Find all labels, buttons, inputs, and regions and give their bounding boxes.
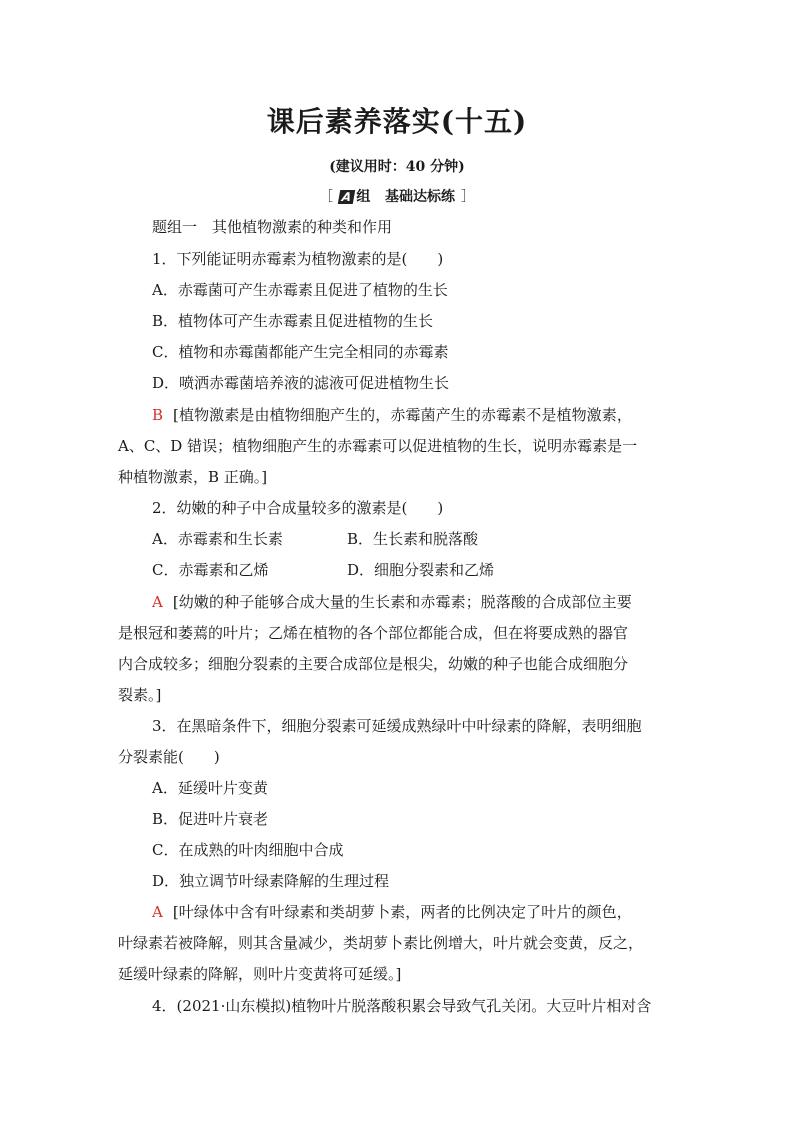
section-title: 题组一 其他植物激素的种类和作用 [152, 218, 393, 236]
group-bracket-close: ］ [460, 189, 475, 205]
q2-explanation-line1 [152, 592, 632, 612]
q1-explanation-line1 [152, 405, 632, 425]
group-bracket-open: ［ [319, 189, 334, 205]
q1-exp1: [植物激素是由植物细胞产生的，赤霉菌产生的赤霉素不是植物激素， [173, 406, 632, 424]
page-title: 课后素养落实(十五) [266, 105, 528, 138]
q2-option-d: D．细胞分裂素和乙烯 [347, 561, 495, 579]
q3-explanation-line1 [152, 902, 632, 922]
q3-option-d: D．独立调节叶绿素降解的生理过程 [152, 872, 390, 890]
q1-option-c: C．植物和赤霉菌都能产生完全相同的赤霉素 [152, 343, 449, 361]
group-letter-mark: A [338, 190, 356, 204]
q2-option-a: A．赤霉素和生长素 [152, 530, 283, 548]
q2-answer: A [152, 593, 163, 611]
q1-option-a: A．赤霉菌可产生赤霉素且促进了植物的生长 [152, 281, 448, 299]
q2-option-c: C．赤霉素和乙烯 [152, 561, 269, 579]
q3-stem-line2: 分裂素能( ) [118, 748, 220, 766]
group-label-a: 组 [356, 189, 371, 205]
q2-stem: 2．幼嫩的种子中合成量较多的激素是( ) [152, 499, 444, 517]
q2-explanation-line4: 裂素。] [118, 686, 162, 704]
q1-explanation-line2: A、C、D 错误；植物细胞产生的赤霉素可以促进植物的生长，说明赤霉素是一 [118, 437, 638, 455]
q2-options-row1 [152, 529, 283, 549]
q2-option-b: B．生长素和脱落酸 [347, 530, 479, 548]
q3-option-c: C．在成熟的叶肉细胞中合成 [152, 841, 344, 859]
q3-answer: A [152, 903, 163, 921]
q3-option-b: B．促进叶片衰老 [152, 810, 269, 828]
q1-explanation-line3: 种植物激素，B 正确。] [118, 468, 268, 486]
q1-stem: 1．下列能证明赤霉素为植物激素的是( ) [152, 250, 444, 268]
q3-explanation-line2: 叶绿素若被降解，则其含量减少，类胡萝卜素比例增大，叶片就会变黄，反之， [118, 934, 644, 952]
q2-explanation-line2: 是根冠和萎蔫的叶片；乙烯在植物的各个部位都能合成，但在将要成熟的器官 [118, 624, 629, 642]
q3-stem-line1: 3．在黑暗条件下，细胞分裂素可延缓成熟绿叶中叶绿素的降解，表明细胞 [152, 717, 642, 735]
q1-option-d: D．喷洒赤霉菌培养液的滤液可促进植物生长 [152, 374, 450, 392]
group-heading [0, 186, 794, 206]
q1-option-b: B．植物体可产生赤霉素且促进植物的生长 [152, 312, 434, 330]
q2-exp1: [幼嫩的种子能够合成大量的生长素和赤霉素；脱落酸的合成部位主要 [172, 593, 632, 611]
q3-explanation-line3: 延缓叶绿素的降解，则叶片变黄将可延缓。] [118, 965, 402, 983]
group-label-b: 基础达标练 [384, 189, 455, 205]
q1-answer: B [152, 406, 164, 424]
q2-explanation-line3: 内合成较多；细胞分裂素的主要合成部位是根尖，幼嫩的种子也能合成细胞分 [118, 655, 629, 673]
q3-exp1: [叶绿体中含有叶绿素和类胡萝卜素，两者的比例决定了叶片的颜色， [172, 903, 632, 921]
q4-stem-line1: 4．(2021·山东模拟)植物叶片脱落酸积累会导致气孔关闭。大豆叶片相对含 [152, 997, 652, 1015]
suggested-time: (建议用时：40 分钟) [329, 159, 465, 175]
q3-option-a: A．延缓叶片变黄 [152, 779, 268, 797]
